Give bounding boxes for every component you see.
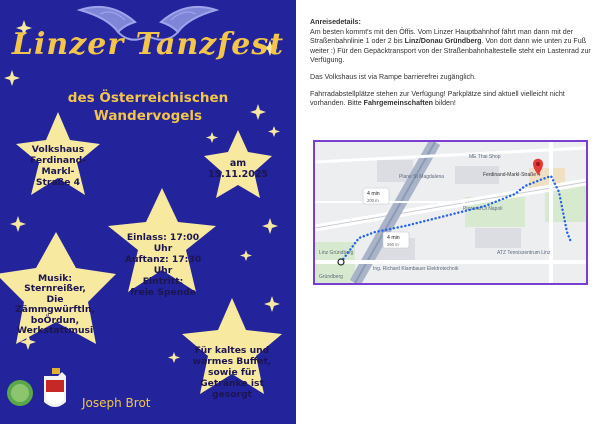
coat-of-arms-icon (44, 368, 66, 407)
directions-heading: Anreisedetails: (310, 18, 361, 26)
poi-gruendberg: Gründberg (319, 274, 343, 280)
poi-atz: ATZ Tenniszentrum Linz (497, 250, 551, 256)
walk-time-badge-2 (383, 232, 409, 248)
poi-thai-shop: ME Thai Shop (469, 154, 501, 160)
poi-gruendberg-stop: Linz Gründberg (319, 250, 354, 256)
flyer-title: Linzer Tanzfest (11, 27, 285, 62)
sponsor-joseph-brot: Joseph Brot (82, 396, 151, 410)
accessibility-note: Das Volkshaus ist via Rampe barrierefrei zugänglich. (310, 72, 476, 81)
parking-note-b: bilden! (433, 99, 456, 108)
directions-text-1b: . Von dort dann wie unten zu Fuß weiter :) Für den Gepäcktransport von der Straßenbahnhaltestelle steht ein Lastenrad zur Verfügung. (310, 37, 591, 65)
flyer-subtitle-1: des Österreichischen (67, 90, 229, 106)
route-map[interactable] (313, 140, 588, 285)
svg-text:200 m: 200 m (367, 198, 379, 203)
parking-note-a: Fahrradabstellplätze stehen zur Verfügung! Parkplätze sind aktuell vielleicht nicht vorhanden. Bitte (310, 89, 565, 108)
svg-text:4 min: 4 min (367, 191, 380, 197)
flyer-subtitle-2: Wandervogels (93, 108, 203, 124)
svg-text:4 min: 4 min (387, 235, 400, 241)
directions-panel (310, 18, 595, 116)
walk-time-badge-1 (363, 188, 389, 204)
carpool-bold: Fahrgemeinschaften (363, 99, 434, 108)
destination-label: Ferdinand-Markl-Straße 4 (483, 172, 541, 178)
svg-text:260 m: 260 m (387, 242, 399, 247)
event-flyer (0, 0, 296, 424)
venue-info: Volkshaus Ferdinand- Markl- Straße 4 (29, 144, 87, 188)
route-start-icon (338, 259, 344, 265)
poi-pizzeria: Pizzeria Di Napoli (463, 206, 503, 212)
music-info: Musik: Sternreißer, Die Zämmgwürftln, boÖrdun, Werkstattmusi (15, 273, 95, 337)
green-belt-logo (7, 380, 33, 406)
entry-info: Einlass: 17:00 Uhr Auftanz: 17:30 Uhr Eintritt: freie Spende (124, 232, 202, 298)
date-info: am 15.11.2025 (207, 158, 269, 180)
buffet-info: Für kaltes und warmes Buffet, sowie für Getränke ist gesorgt (192, 345, 272, 400)
map-canvas (315, 142, 586, 283)
poi-plane: Plane St Magdalena (399, 174, 445, 180)
tram-stop-name: Linz/Donau Gründberg (404, 37, 482, 46)
directions-text-1a: Am besten kommt's mit den Öffis. Vom Linzer Hauptbahnhof fährt man dann mit der Straßenbahnlinie 1 oder 2 bis (310, 27, 574, 46)
poi-klinik: Ing. Richard Klambauer Elektrotechnik (373, 266, 459, 272)
